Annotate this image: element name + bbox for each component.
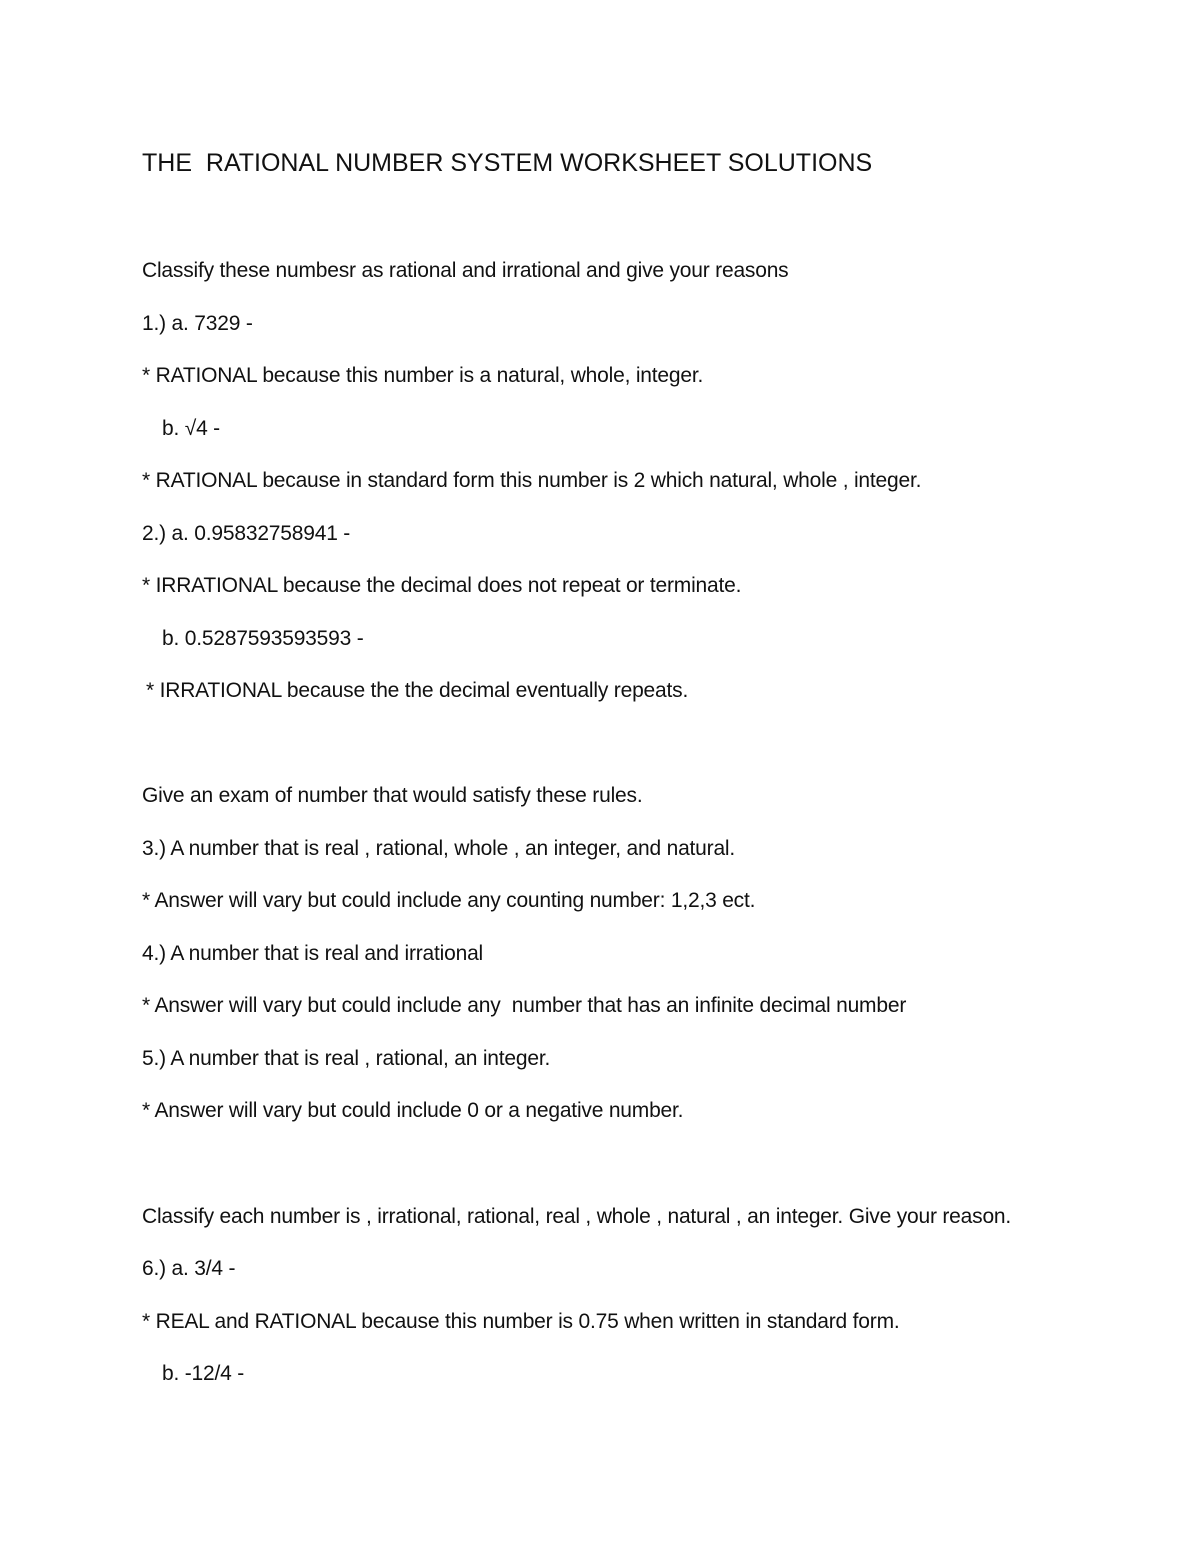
answer-1b: * RATIONAL because in standard form this number is 2 which natural, whole , integer. — [142, 469, 922, 492]
answer-5: * Answer will vary but could include 0 or a negative number. — [142, 1099, 684, 1122]
section-instruction-1: Classify these numbesr as rational and irrational and give your reasons — [142, 259, 789, 282]
question-2a: 2.) a. 0.95832758941 - — [142, 522, 351, 545]
question-2b: b. 0.5287593593593 - — [162, 627, 364, 650]
answer-2b: * IRRATIONAL because the the decimal eventually repeats. — [146, 679, 689, 702]
question-6b: b. -12/4 - — [162, 1362, 245, 1385]
question-4: 4.) A number that is real and irrational — [142, 942, 484, 965]
question-3: 3.) A number that is real , rational, whole , an integer, and natural. — [142, 837, 736, 860]
answer-3: * Answer will vary but could include any counting number: 1,2,3 ect. — [142, 889, 756, 912]
question-6a: 6.) a. 3/4 - — [142, 1257, 236, 1280]
question-5: 5.) A number that is real , rational, an integer. — [142, 1047, 551, 1070]
section-instruction-3: Classify each number is , irrational, rational, real , whole , natural , an integer. Give your reason. — [142, 1205, 1012, 1228]
answer-1a: * RATIONAL because this number is a natural, whole, integer. — [142, 364, 704, 387]
question-1b: b. √4 - — [162, 417, 220, 440]
page-title: THE RATIONAL NUMBER SYSTEM WORKSHEET SOLUTIONS — [142, 149, 873, 177]
answer-6a: * REAL and RATIONAL because this number is 0.75 when written in standard form. — [142, 1310, 900, 1333]
question-1a: 1.) a. 7329 - — [142, 312, 253, 335]
answer-4: * Answer will vary but could include any number that has an infinite decimal number — [142, 994, 907, 1017]
section-instruction-2: Give an exam of number that would satisfy these rules. — [142, 784, 643, 807]
answer-2a: * IRRATIONAL because the decimal does not repeat or terminate. — [142, 574, 742, 597]
